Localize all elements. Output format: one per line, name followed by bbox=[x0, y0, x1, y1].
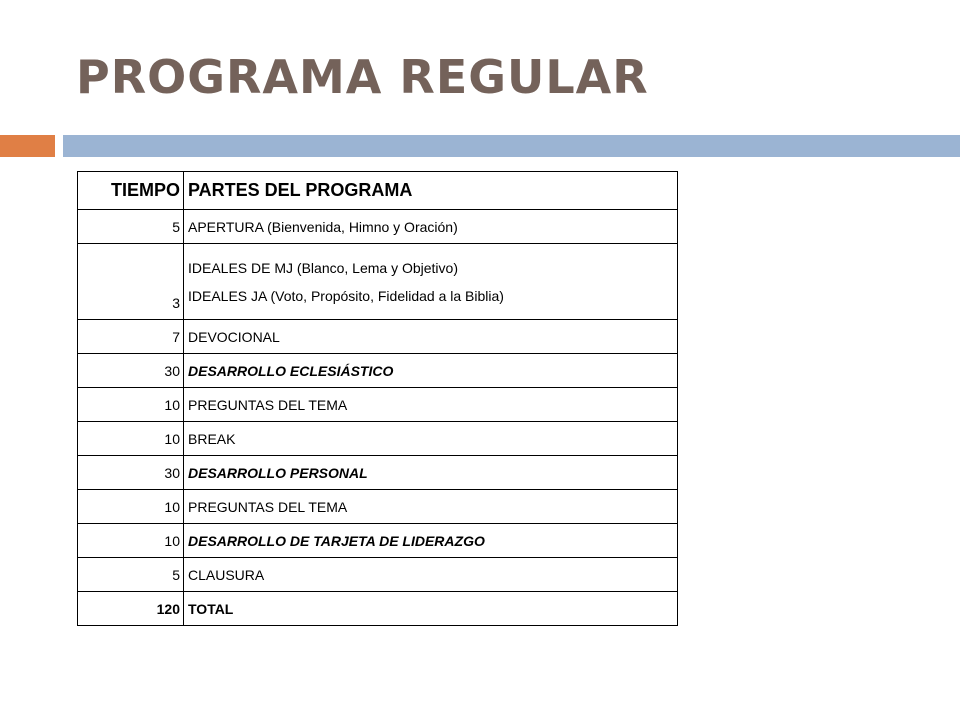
time-cell: 5 bbox=[78, 558, 184, 592]
header-part: PARTES DEL PROGRAMA bbox=[184, 172, 678, 210]
time-cell: 10 bbox=[78, 388, 184, 422]
table-row bbox=[78, 490, 678, 524]
time-cell: 3 bbox=[78, 244, 184, 320]
part-cell: DEVOCIONAL bbox=[184, 320, 678, 354]
table-row bbox=[78, 558, 678, 592]
table-header-row bbox=[78, 172, 678, 210]
time-cell: 10 bbox=[78, 524, 184, 558]
part-cell: PREGUNTAS DEL TEMA bbox=[184, 388, 678, 422]
time-cell: 10 bbox=[78, 490, 184, 524]
part-cell: PREGUNTAS DEL TEMA bbox=[184, 490, 678, 524]
table-row bbox=[78, 422, 678, 456]
time-cell: 7 bbox=[78, 320, 184, 354]
slide-title: PROGRAMA REGULAR bbox=[76, 50, 649, 104]
part-cell: CLAUSURA bbox=[184, 558, 678, 592]
part-cell: DESARROLLO DE TARJETA DE LIDERAZGO bbox=[184, 524, 678, 558]
time-cell: 30 bbox=[78, 456, 184, 490]
part-cell: APERTURA (Bienvenida, Himno y Oración) bbox=[184, 210, 678, 244]
table-row bbox=[78, 210, 678, 244]
time-cell: 10 bbox=[78, 422, 184, 456]
program-table bbox=[77, 171, 678, 626]
title-rule-bar bbox=[63, 135, 960, 157]
time-cell: 5 bbox=[78, 210, 184, 244]
part-cell: DESARROLLO PERSONAL bbox=[184, 456, 678, 490]
table-row bbox=[78, 244, 678, 320]
table-row bbox=[78, 320, 678, 354]
part-line: IDEALES JA (Voto, Propósito, Fidelidad a la Biblia) bbox=[188, 287, 504, 304]
total-label-cell: TOTAL bbox=[184, 592, 678, 626]
table-row bbox=[78, 354, 678, 388]
table-row bbox=[78, 524, 678, 558]
part-line: IDEALES DE MJ (Blanco, Lema y Objetivo) bbox=[188, 259, 458, 276]
accent-bar bbox=[0, 135, 55, 157]
table-row bbox=[78, 456, 678, 490]
table-row bbox=[78, 388, 678, 422]
part-cell: DESARROLLO ECLESIÁSTICO bbox=[184, 354, 678, 388]
time-cell: 30 bbox=[78, 354, 184, 388]
table-total-row bbox=[78, 592, 678, 626]
header-time: TIEMPO bbox=[78, 172, 184, 210]
total-time-cell: 120 bbox=[78, 592, 184, 626]
part-cell: BREAK bbox=[184, 422, 678, 456]
part-cell bbox=[184, 244, 678, 320]
